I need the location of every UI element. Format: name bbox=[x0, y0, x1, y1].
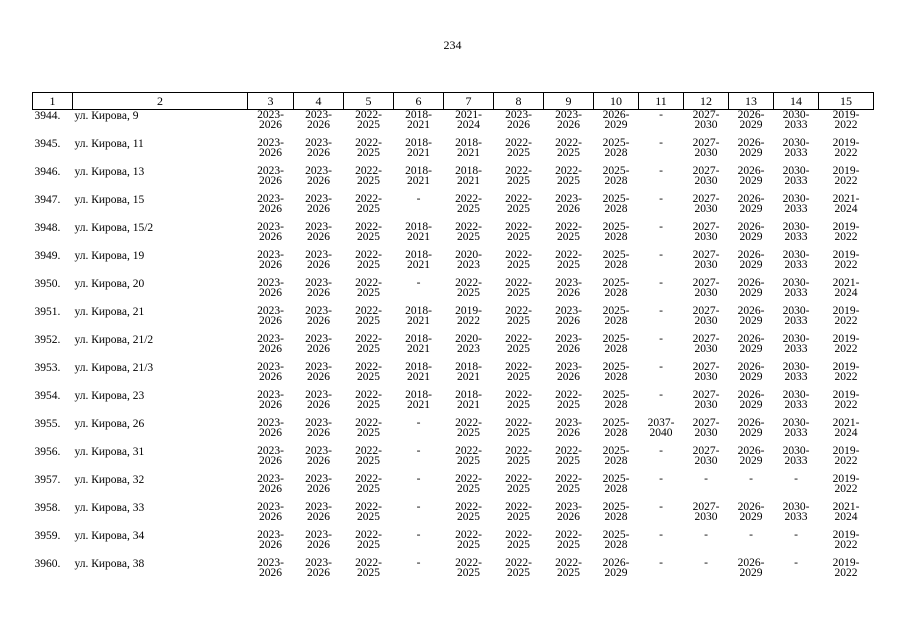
period-cell: 2022- 2025 bbox=[355, 193, 382, 215]
period-cell: 2019- 2022 bbox=[832, 361, 860, 383]
period-cell: 2026- 2029 bbox=[602, 109, 630, 131]
period-cell: 2027- 2030 bbox=[692, 389, 720, 411]
period-cell: 2027- 2030 bbox=[692, 221, 720, 243]
row-number: 3945. bbox=[34, 138, 61, 150]
period-cell: - bbox=[659, 445, 663, 457]
period-cell: 2022- 2025 bbox=[355, 529, 382, 551]
period-cell: 2030- 2033 bbox=[782, 109, 810, 131]
period-cell: 2025- 2028 bbox=[602, 305, 630, 327]
period-cell: 2022- 2025 bbox=[355, 305, 382, 327]
period-cell: 2023- 2026 bbox=[555, 193, 582, 215]
table-row bbox=[33, 334, 874, 362]
period-cell: - bbox=[659, 361, 663, 373]
period-cell: 2022- 2025 bbox=[505, 165, 532, 187]
period-cell: 2022- 2025 bbox=[355, 501, 382, 523]
period-cell: 2022- 2025 bbox=[355, 249, 382, 271]
period-cell: 2030- 2033 bbox=[782, 305, 810, 327]
period-cell: 2026- 2029 bbox=[737, 417, 765, 439]
period-cell: 2026- 2029 bbox=[737, 109, 765, 131]
period-cell: 2020- 2023 bbox=[455, 333, 482, 355]
period-cell: 2018- 2021 bbox=[405, 249, 432, 271]
period-cell: 2023- 2026 bbox=[305, 501, 332, 523]
row-number: 3946. bbox=[34, 166, 61, 178]
period-cell: 2030- 2033 bbox=[782, 501, 810, 523]
address-cell: ул. Кирова, 33 bbox=[74, 502, 145, 514]
address-cell: ул. Кирова, 15/2 bbox=[74, 222, 154, 234]
address-cell: ул. Кирова, 38 bbox=[74, 558, 145, 570]
period-cell: 2026- 2029 bbox=[737, 389, 765, 411]
row-number: 3960. bbox=[34, 558, 61, 570]
period-cell: 2023- 2026 bbox=[555, 109, 582, 131]
period-cell: 2019- 2022 bbox=[832, 305, 860, 327]
period-cell: 2023- 2026 bbox=[555, 333, 582, 355]
period-cell: 2027- 2030 bbox=[692, 361, 720, 383]
row-number: 3955. bbox=[34, 418, 61, 430]
period-cell: 2022- 2025 bbox=[505, 557, 532, 579]
period-cell: 2022- 2025 bbox=[555, 445, 582, 467]
period-cell: 2022- 2025 bbox=[355, 109, 382, 131]
period-cell: - bbox=[659, 501, 663, 513]
period-cell: 2018- 2021 bbox=[405, 389, 432, 411]
period-cell: 2022- 2025 bbox=[455, 501, 482, 523]
period-cell: 2022- 2025 bbox=[505, 333, 532, 355]
period-cell: - bbox=[659, 333, 663, 345]
address-cell: ул. Кирова, 21 bbox=[74, 306, 145, 318]
period-cell: - bbox=[416, 501, 421, 513]
period-cell: 2030- 2033 bbox=[782, 193, 810, 215]
row-number: 3951. bbox=[34, 306, 61, 318]
column-header: 8 bbox=[494, 93, 544, 110]
period-cell: 2022- 2025 bbox=[355, 389, 382, 411]
period-cell: 2023- 2026 bbox=[257, 389, 284, 411]
period-cell: 2019- 2022 bbox=[832, 529, 860, 551]
period-cell: 2023- 2026 bbox=[257, 137, 284, 159]
column-header: 5 bbox=[344, 93, 394, 110]
period-cell: 2025- 2028 bbox=[602, 445, 630, 467]
row-number: 3950. bbox=[34, 278, 61, 290]
period-cell: 2025- 2028 bbox=[602, 389, 630, 411]
period-cell: - bbox=[704, 557, 708, 569]
period-cell: 2022- 2025 bbox=[555, 249, 582, 271]
table-row bbox=[33, 138, 874, 166]
period-cell: 2022- 2025 bbox=[455, 221, 482, 243]
period-cell: 2025- 2028 bbox=[602, 361, 630, 383]
table-row bbox=[33, 418, 874, 446]
period-cell: 2021- 2024 bbox=[832, 501, 860, 523]
period-cell: - bbox=[749, 529, 753, 541]
header-row bbox=[33, 93, 874, 110]
column-header: 7 bbox=[444, 93, 494, 110]
period-cell: 2023- 2026 bbox=[257, 305, 284, 327]
column-header: 1 bbox=[33, 93, 73, 110]
period-cell: 2026- 2029 bbox=[737, 501, 765, 523]
period-cell: 2018- 2021 bbox=[405, 165, 432, 187]
period-cell: - bbox=[416, 473, 421, 485]
period-cell: 2023- 2026 bbox=[305, 277, 332, 299]
period-cell: 2023- 2026 bbox=[305, 165, 332, 187]
period-cell: 2023- 2026 bbox=[305, 529, 332, 551]
period-cell: 2023- 2026 bbox=[305, 557, 332, 579]
period-cell: 2026- 2029 bbox=[737, 137, 765, 159]
period-cell: 2019- 2022 bbox=[455, 305, 482, 327]
table-row bbox=[33, 306, 874, 334]
period-cell: 2022- 2025 bbox=[505, 137, 532, 159]
period-cell: 2025- 2028 bbox=[602, 221, 630, 243]
period-cell: 2025- 2028 bbox=[602, 277, 630, 299]
period-cell: 2022- 2025 bbox=[505, 473, 532, 495]
column-header: 12 bbox=[684, 93, 729, 110]
period-cell: 2022- 2025 bbox=[505, 417, 532, 439]
period-cell: - bbox=[659, 473, 663, 485]
period-cell: 2026- 2029 bbox=[737, 277, 765, 299]
table-row bbox=[33, 530, 874, 558]
period-cell: 2022- 2025 bbox=[555, 221, 582, 243]
period-cell: 2022- 2025 bbox=[555, 137, 582, 159]
table-body bbox=[33, 110, 874, 587]
period-cell: 2018- 2021 bbox=[455, 165, 482, 187]
period-cell: 2023- 2026 bbox=[257, 277, 284, 299]
period-cell: 2019- 2022 bbox=[832, 473, 860, 495]
period-cell: 2023- 2026 bbox=[305, 221, 332, 243]
period-cell: 2023- 2026 bbox=[305, 473, 332, 495]
period-cell: - bbox=[659, 221, 663, 233]
column-header: 10 bbox=[594, 93, 639, 110]
period-cell: 2023- 2026 bbox=[257, 109, 284, 131]
period-cell: 2030- 2033 bbox=[782, 389, 810, 411]
column-header: 6 bbox=[394, 93, 444, 110]
address-cell: ул. Кирова, 31 bbox=[74, 446, 145, 458]
period-cell: - bbox=[659, 557, 663, 569]
period-cell: 2022- 2025 bbox=[455, 557, 482, 579]
period-cell: 2023- 2026 bbox=[257, 333, 284, 355]
table-row bbox=[33, 166, 874, 194]
period-cell: 2023- 2026 bbox=[305, 333, 332, 355]
period-cell: 2022- 2025 bbox=[505, 361, 532, 383]
period-cell: 2023- 2026 bbox=[257, 445, 284, 467]
address-cell: ул. Кирова, 26 bbox=[74, 418, 145, 430]
period-cell: 2019- 2022 bbox=[832, 333, 860, 355]
period-cell: - bbox=[794, 529, 798, 541]
period-cell: 2023- 2026 bbox=[305, 445, 332, 467]
period-cell: - bbox=[659, 165, 663, 177]
row-number: 3949. bbox=[34, 250, 61, 262]
period-cell: 2019- 2022 bbox=[832, 137, 860, 159]
table-row bbox=[33, 446, 874, 474]
period-cell: 2018- 2021 bbox=[405, 109, 432, 131]
column-header: 9 bbox=[544, 93, 594, 110]
period-cell: 2022- 2025 bbox=[355, 137, 382, 159]
period-cell: 2023- 2026 bbox=[305, 417, 332, 439]
period-cell: 2026- 2029 bbox=[737, 165, 765, 187]
period-cell: 2027- 2030 bbox=[692, 249, 720, 271]
period-cell: 2023- 2026 bbox=[257, 193, 284, 215]
period-cell: 2025- 2028 bbox=[602, 193, 630, 215]
period-cell: 2023- 2026 bbox=[305, 109, 332, 131]
period-cell: 2022- 2025 bbox=[455, 473, 482, 495]
period-cell: 2023- 2026 bbox=[257, 249, 284, 271]
period-cell: 2030- 2033 bbox=[782, 361, 810, 383]
period-cell: 2027- 2030 bbox=[692, 277, 720, 299]
table-row bbox=[33, 278, 874, 306]
address-cell: ул. Кирова, 23 bbox=[74, 390, 145, 402]
period-cell: 2023- 2026 bbox=[305, 137, 332, 159]
period-cell: 2027- 2030 bbox=[692, 137, 720, 159]
period-cell: 2023- 2026 bbox=[555, 305, 582, 327]
period-cell: 2022- 2025 bbox=[505, 389, 532, 411]
column-header: 13 bbox=[729, 93, 774, 110]
period-cell: 2019- 2022 bbox=[832, 445, 860, 467]
period-cell: 2018- 2021 bbox=[405, 221, 432, 243]
period-cell: - bbox=[416, 529, 421, 541]
period-cell: 2023- 2026 bbox=[257, 417, 284, 439]
row-number: 3947. bbox=[34, 194, 61, 206]
column-header: 3 bbox=[248, 93, 294, 110]
period-cell: 2030- 2033 bbox=[782, 137, 810, 159]
address-cell: ул. Кирова, 9 bbox=[74, 110, 139, 122]
period-cell: 2018- 2021 bbox=[455, 137, 482, 159]
period-cell: 2022- 2025 bbox=[355, 333, 382, 355]
row-number: 3957. bbox=[34, 474, 61, 486]
period-cell: 2022- 2025 bbox=[455, 417, 482, 439]
period-cell: 2022- 2025 bbox=[355, 473, 382, 495]
period-cell: 2026- 2029 bbox=[737, 445, 765, 467]
period-cell: - bbox=[704, 529, 708, 541]
period-cell: 2022- 2025 bbox=[505, 445, 532, 467]
period-cell: - bbox=[659, 109, 663, 121]
period-cell: 2025- 2028 bbox=[602, 333, 630, 355]
column-header: 14 bbox=[774, 93, 819, 110]
period-cell: 2025- 2028 bbox=[602, 529, 630, 551]
period-cell: 2022- 2025 bbox=[555, 557, 582, 579]
period-cell: 2027- 2030 bbox=[692, 417, 720, 439]
table-row bbox=[33, 194, 874, 222]
period-cell: 2022- 2025 bbox=[505, 529, 532, 551]
column-header: 2 bbox=[73, 93, 248, 110]
period-cell: 2018- 2021 bbox=[405, 361, 432, 383]
period-cell: 2019- 2022 bbox=[832, 221, 860, 243]
period-cell: 2022- 2025 bbox=[355, 221, 382, 243]
period-cell: 2027- 2030 bbox=[692, 333, 720, 355]
period-cell: 2022- 2025 bbox=[355, 417, 382, 439]
period-cell: 2026- 2029 bbox=[737, 361, 765, 383]
period-cell: - bbox=[659, 305, 663, 317]
period-cell: 2022- 2025 bbox=[455, 445, 482, 467]
period-cell: - bbox=[416, 417, 421, 429]
period-cell: 2025- 2028 bbox=[602, 417, 630, 439]
period-cell: 2023- 2026 bbox=[257, 221, 284, 243]
address-cell: ул. Кирова, 34 bbox=[74, 530, 145, 542]
period-cell: 2021- 2024 bbox=[455, 109, 482, 131]
period-cell: 2023- 2026 bbox=[305, 389, 332, 411]
period-cell: 2022- 2025 bbox=[355, 361, 382, 383]
period-cell: 2037- 2040 bbox=[647, 417, 675, 439]
address-cell: ул. Кирова, 13 bbox=[74, 166, 145, 178]
period-cell: 2027- 2030 bbox=[692, 501, 720, 523]
period-cell: 2023- 2026 bbox=[257, 501, 284, 523]
period-cell: 2026- 2029 bbox=[737, 305, 765, 327]
table-row bbox=[33, 110, 874, 139]
period-cell: 2023- 2026 bbox=[257, 361, 284, 383]
period-cell: 2026- 2029 bbox=[602, 557, 630, 579]
period-cell: 2019- 2022 bbox=[832, 165, 860, 187]
address-cell: ул. Кирова, 15 bbox=[74, 194, 145, 206]
period-cell: 2027- 2030 bbox=[692, 165, 720, 187]
period-cell: 2030- 2033 bbox=[782, 165, 810, 187]
period-cell: 2022- 2025 bbox=[455, 193, 482, 215]
period-cell: 2022- 2025 bbox=[505, 501, 532, 523]
period-cell: 2021- 2024 bbox=[832, 277, 860, 299]
period-cell: 2025- 2028 bbox=[602, 473, 630, 495]
row-number: 3958. bbox=[34, 502, 61, 514]
period-cell: 2027- 2030 bbox=[692, 193, 720, 215]
period-cell: 2022- 2025 bbox=[355, 445, 382, 467]
period-cell: - bbox=[659, 277, 663, 289]
period-cell: 2022- 2025 bbox=[555, 529, 582, 551]
period-cell: 2022- 2025 bbox=[355, 165, 382, 187]
table-row bbox=[33, 250, 874, 278]
period-cell: 2021- 2024 bbox=[832, 193, 860, 215]
period-cell: - bbox=[794, 557, 798, 569]
period-cell: 2022- 2025 bbox=[505, 221, 532, 243]
period-cell: 2022- 2025 bbox=[505, 277, 532, 299]
period-cell: - bbox=[794, 473, 798, 485]
period-cell: 2026- 2029 bbox=[737, 333, 765, 355]
period-cell: 2025- 2028 bbox=[602, 165, 630, 187]
row-number: 3959. bbox=[34, 530, 61, 542]
column-header: 4 bbox=[294, 93, 344, 110]
period-cell: 2023- 2026 bbox=[305, 305, 332, 327]
period-cell: 2022- 2025 bbox=[555, 165, 582, 187]
period-cell: 2023- 2026 bbox=[257, 165, 284, 187]
period-cell: 2018- 2021 bbox=[405, 333, 432, 355]
period-cell: 2019- 2022 bbox=[832, 389, 860, 411]
column-header: 11 bbox=[639, 93, 684, 110]
period-cell: 2020- 2023 bbox=[455, 249, 482, 271]
period-cell: 2023- 2026 bbox=[257, 557, 284, 579]
period-cell: 2027- 2030 bbox=[692, 305, 720, 327]
period-cell: 2023- 2026 bbox=[257, 473, 284, 495]
period-cell: 2026- 2029 bbox=[737, 221, 765, 243]
period-cell: 2026- 2029 bbox=[737, 557, 765, 579]
period-cell: 2030- 2033 bbox=[782, 277, 810, 299]
period-cell: 2022- 2025 bbox=[355, 277, 382, 299]
period-cell: - bbox=[416, 557, 421, 569]
table-row bbox=[33, 558, 874, 586]
period-cell: 2022- 2025 bbox=[505, 305, 532, 327]
period-cell: 2023- 2026 bbox=[257, 529, 284, 551]
period-cell: 2030- 2033 bbox=[782, 445, 810, 467]
period-cell: 2030- 2033 bbox=[782, 221, 810, 243]
period-cell: 2018- 2021 bbox=[455, 389, 482, 411]
period-cell: 2025- 2028 bbox=[602, 249, 630, 271]
period-cell: - bbox=[416, 445, 421, 457]
period-cell: - bbox=[659, 193, 663, 205]
period-cell: 2023- 2026 bbox=[555, 361, 582, 383]
period-cell: 2022- 2025 bbox=[455, 529, 482, 551]
address-cell: ул. Кирова, 19 bbox=[74, 250, 145, 262]
period-cell: - bbox=[659, 137, 663, 149]
period-cell: - bbox=[416, 193, 421, 205]
period-cell: 2025- 2028 bbox=[602, 501, 630, 523]
period-cell: 2022- 2025 bbox=[555, 389, 582, 411]
period-cell: 2022- 2025 bbox=[505, 249, 532, 271]
period-cell: 2026- 2029 bbox=[737, 193, 765, 215]
period-cell: - bbox=[704, 473, 708, 485]
schedule-table bbox=[32, 92, 874, 586]
period-cell: - bbox=[659, 249, 663, 261]
address-cell: ул. Кирова, 21/3 bbox=[74, 362, 154, 374]
period-cell: 2023- 2026 bbox=[505, 109, 532, 131]
period-cell: 2023- 2026 bbox=[555, 501, 582, 523]
row-number: 3952. bbox=[34, 334, 61, 346]
table-row bbox=[33, 502, 874, 530]
address-cell: ул. Кирова, 21/2 bbox=[74, 334, 154, 346]
table-row bbox=[33, 362, 874, 390]
period-cell: 2022- 2025 bbox=[455, 277, 482, 299]
table-row bbox=[33, 390, 874, 418]
period-cell: 2030- 2033 bbox=[782, 417, 810, 439]
row-number: 3953. bbox=[34, 362, 61, 374]
period-cell: 2030- 2033 bbox=[782, 333, 810, 355]
period-cell: 2018- 2021 bbox=[405, 137, 432, 159]
row-number: 3954. bbox=[34, 390, 61, 402]
period-cell: 2022- 2025 bbox=[505, 193, 532, 215]
address-cell: ул. Кирова, 20 bbox=[74, 278, 145, 290]
period-cell: - bbox=[749, 473, 753, 485]
period-cell: 2019- 2022 bbox=[832, 109, 860, 131]
period-cell: 2023- 2026 bbox=[305, 193, 332, 215]
table-row bbox=[33, 474, 874, 502]
period-cell: 2022- 2025 bbox=[555, 473, 582, 495]
table-row bbox=[33, 222, 874, 250]
page-number: 234 bbox=[443, 38, 462, 52]
period-cell: - bbox=[416, 277, 421, 289]
period-cell: 2023- 2026 bbox=[305, 249, 332, 271]
period-cell: 2023- 2026 bbox=[555, 417, 582, 439]
period-cell: 2022- 2025 bbox=[355, 557, 382, 579]
period-cell: 2023- 2026 bbox=[305, 361, 332, 383]
row-number: 3948. bbox=[34, 222, 61, 234]
period-cell: 2025- 2028 bbox=[602, 137, 630, 159]
address-cell: ул. Кирова, 11 bbox=[74, 138, 144, 150]
period-cell: - bbox=[659, 389, 663, 401]
period-cell: 2018- 2021 bbox=[405, 305, 432, 327]
period-cell: - bbox=[659, 529, 663, 541]
period-cell: 2019- 2022 bbox=[832, 557, 860, 579]
period-cell: 2027- 2030 bbox=[692, 445, 720, 467]
period-cell: 2023- 2026 bbox=[555, 277, 582, 299]
row-number: 3956. bbox=[34, 446, 61, 458]
period-cell: 2021- 2024 bbox=[832, 417, 860, 439]
period-cell: 2019- 2022 bbox=[832, 249, 860, 271]
period-cell: 2018- 2021 bbox=[455, 361, 482, 383]
column-header: 15 bbox=[819, 93, 874, 110]
period-cell: 2027- 2030 bbox=[692, 109, 720, 131]
period-cell: 2026- 2029 bbox=[737, 249, 765, 271]
row-number: 3944. bbox=[34, 110, 61, 122]
address-cell: ул. Кирова, 32 bbox=[74, 474, 145, 486]
period-cell: 2030- 2033 bbox=[782, 249, 810, 271]
